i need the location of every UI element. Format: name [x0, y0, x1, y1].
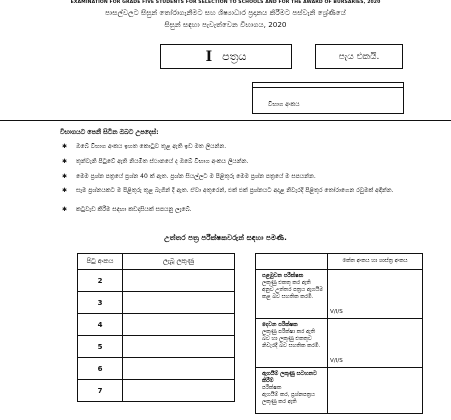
- instruction-item: ✱ තුන්වැනි පිටුවේ ඇති නියමිත ස්ථානයේ ද ඔබේ විභාග අංකය ලියන්න.: [62, 158, 249, 165]
- page-number-cell: 7: [78, 380, 123, 402]
- second-examiner-code-cell[interactable]: [328, 319, 423, 368]
- exam-title-sinhala-2: සිසුන් සඳහා පැවැත්වෙන විභාගය, 2020: [164, 20, 287, 29]
- paper-label: පත්‍රය: [222, 49, 247, 63]
- second-examiner-label: දෙවන පරීක්ෂක ලකුණු පරීක්ෂා කර ඇති බව හා ලකුණු එකතුව නිවැරදි බව සහතික කරමි.: [256, 319, 328, 368]
- table-row: [256, 319, 423, 368]
- bullet-star-icon: ✱: [62, 173, 68, 180]
- vis-code: V/I/S: [330, 358, 343, 364]
- page-number-cell: 4: [78, 314, 123, 336]
- bullet-star-icon: ✱: [62, 206, 68, 213]
- duration-text: පැය එකයි.: [338, 51, 380, 62]
- table-row: [256, 270, 423, 319]
- code-number-header: කේත අංකය හා ශාස්ත්‍ර අංකය: [328, 254, 423, 270]
- page-number-cell: 2: [78, 270, 123, 292]
- instruction-item: ✱ මෙම ප්‍රශ්න පත්‍රයේ ප්‍රශ්න 40 ක් ඇත. ප්‍රශ්න සියල්ලට ම පිළිතුරු මෙම ප්‍රශ්න පත්‍රයේ ම සපයන්න.: [62, 173, 316, 180]
- table-row: [256, 368, 423, 414]
- index-number-label: විභාග අංකය: [268, 101, 300, 108]
- marks-cell[interactable]: [123, 270, 235, 292]
- table-row: [78, 270, 235, 292]
- table-row: [78, 292, 235, 314]
- blank-header-cell: [256, 254, 328, 270]
- table-row: [78, 358, 235, 380]
- marks-cell[interactable]: [123, 380, 235, 402]
- instruction-item: ✱ සෑම ප්‍රශ්නයකට ම පිළිතුරු තුළ බැගින් දී ඇත. ඒවා අතුරෙන්, එක් එක් ප්‍රශ්නයට අදාළ නිවැරදි පිළිතුර තෝරාගෙන රවුමක් අඳින්න.: [62, 187, 394, 194]
- page-number-cell: 5: [78, 336, 123, 358]
- exam-title-english: EXAMINATION FOR GRADE FIVE STUDENTS FOR SELECTION TO SCHOOLS AND FOR THE AWARD OF BURSARIES, 2020: [70, 0, 381, 5]
- marks-obtained-header: ලැබූ ලකුණු: [123, 254, 235, 270]
- table-row: [78, 314, 235, 336]
- instructions-title: විභාගයට පෙනී සිටින ඔබට උපදෙස්:: [60, 129, 159, 136]
- page-number-header: පිටු අංකය: [78, 254, 123, 270]
- marks-cell[interactable]: [123, 292, 235, 314]
- instruction-item: ✱ ඔබේ විභාග අංකය ඉහත කොටුව තුළ ඇති ඉඩ මත ලියන්න.: [62, 143, 227, 150]
- table-row: [78, 336, 235, 358]
- page-number-cell: 3: [78, 292, 123, 314]
- bullet-star-icon: ✱: [62, 187, 68, 194]
- exam-title-sinhala-1: පාසල්වලට සිසුන් තෝරාගැනීමට සහ ශිෂ්‍යාධාර ප්‍රදානය කිරීමට පස්වැනි ශ්‍රේණියේ: [105, 8, 346, 17]
- vis-code: V/I/S: [330, 309, 343, 315]
- marking-guide-title: උත්තර පත්‍ර පරීක්ෂකවරුන් සඳහා පමණි.: [164, 233, 287, 242]
- chief-examiner-code-cell[interactable]: [328, 368, 423, 414]
- chief-examiner-label: ඇගයීම් ලකුණු සටහනට කිරීම් පරීක්ෂක ඇගයීම් කර, ප්‍රශ්නපත්‍රය ලකුණු කර ඇති: [256, 368, 328, 414]
- first-examiner-label: පළමුවන පරීක්ෂක ලකුණු එකතු කර ඇති අනුව උත්තර පත්‍රය ඇගයීම කළ බව සහතික කරමි.: [256, 270, 328, 319]
- first-examiner-code-cell[interactable]: [328, 270, 423, 319]
- paper-roman: I: [205, 48, 213, 65]
- page-number-cell: 6: [78, 358, 123, 380]
- paper-number-box: [160, 44, 292, 69]
- table-row: [78, 380, 235, 402]
- bullet-star-icon: ✱: [62, 143, 68, 150]
- duration-box: [315, 44, 403, 69]
- top-rule: [0, 120, 451, 121]
- examiner-certification-table: [255, 253, 423, 414]
- marks-cell[interactable]: [123, 314, 235, 336]
- page-marks-table: [77, 253, 235, 402]
- index-box-divider: [252, 87, 404, 88]
- bullet-star-icon: ✱: [62, 158, 68, 165]
- marks-cell[interactable]: [123, 336, 235, 358]
- marks-cell[interactable]: [123, 358, 235, 380]
- instruction-item: ✱ කටුවැඩ කිරීම සඳහා කඩදාසියක් සපයනු ලැබේ.: [62, 206, 192, 213]
